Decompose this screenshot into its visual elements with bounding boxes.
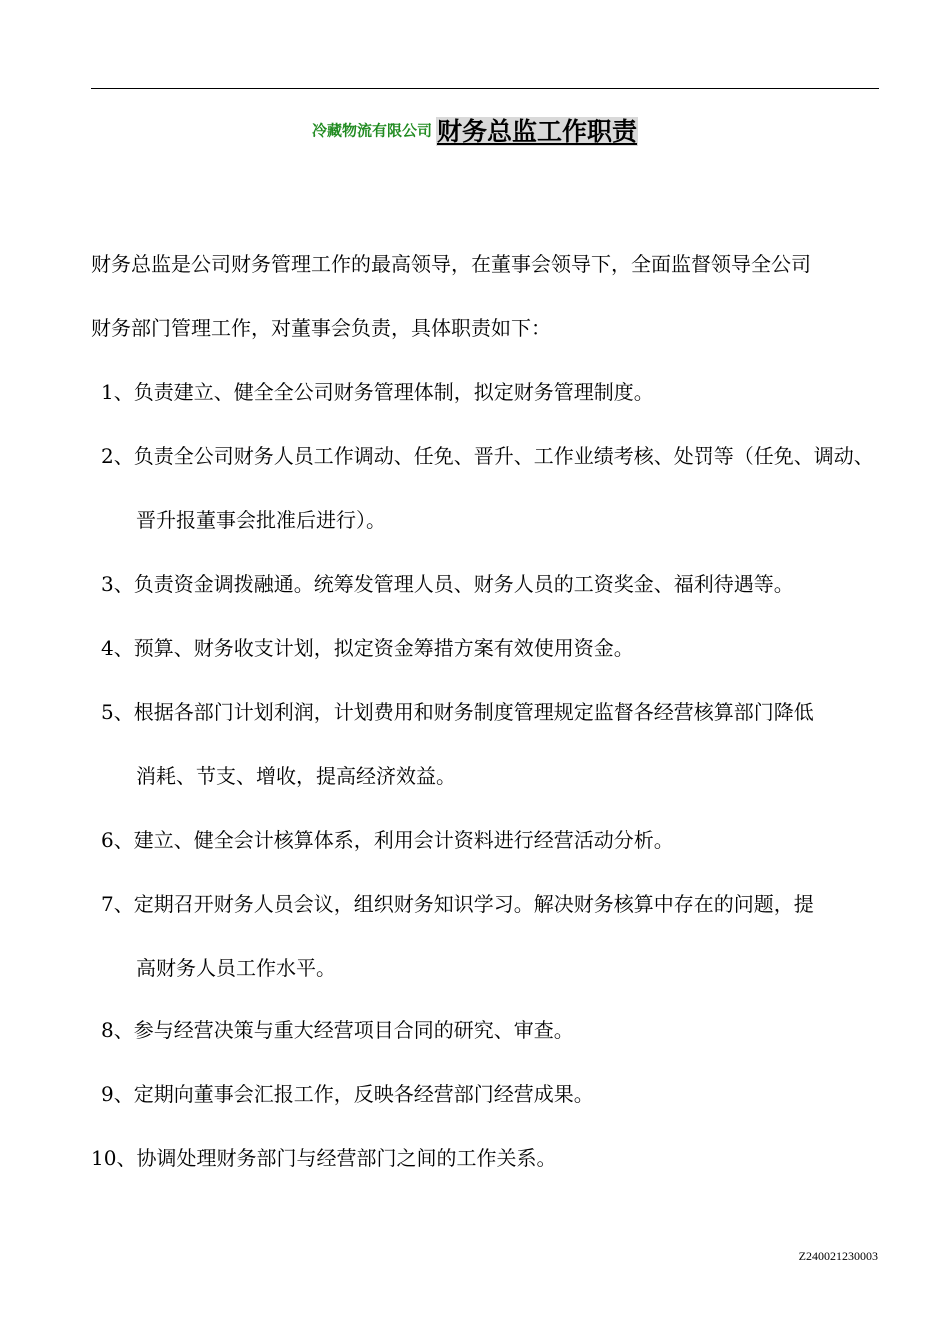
duty-item-2-continued: 晋升报董事会批准后进行）。 <box>136 508 386 532</box>
intro-line-2: 财务部门管理工作，对董事会负责，具体职责如下： <box>91 316 551 340</box>
intro-line-1: 财务总监是公司财务管理工作的最高领导，在董事会领导下，全面监督领导全公司 <box>91 252 811 276</box>
duty-item-9: 9、定期向董事会汇报工作，反映各经营部门经营成果。 <box>101 1082 594 1106</box>
company-name: 冷藏物流有限公司 <box>311 121 432 140</box>
document-title: 财务总监工作职责 <box>437 117 638 146</box>
duty-item-7: 7、定期召开财务人员会议，组织财务知识学习。解决财务核算中存在的问题，提 <box>101 892 814 916</box>
duty-item-4: 4、预算、财务收支计划，拟定资金筹措方案有效使用资金。 <box>101 636 634 660</box>
duty-item-6: 6、建立、健全会计核算体系，利用会计资料进行经营活动分析。 <box>101 828 674 852</box>
document-code: Z240021230003 <box>798 1249 878 1263</box>
duty-item-5: 5、根据各部门计划利润，计划费用和财务制度管理规定监督各经营核算部门降低 <box>101 700 814 724</box>
duty-item-8: 8、参与经营决策与重大经营项目合同的研究、审查。 <box>101 1018 574 1042</box>
duty-item-7-continued: 高财务人员工作水平。 <box>136 956 336 980</box>
duty-item-2: 2、负责全公司财务人员工作调动、任免、晋升、工作业绩考核、处罚等（任免、调动、 <box>101 444 874 468</box>
duty-item-1: 1、负责建立、健全全公司财务管理体制，拟定财务管理制度。 <box>101 380 654 404</box>
header-rule <box>91 88 879 89</box>
duty-item-10: 10、协调处理财务部门与经营部门之间的工作关系。 <box>91 1146 557 1170</box>
title-row <box>0 112 950 148</box>
duty-item-3: 3、负责资金调拨融通。统筹发管理人员、财务人员的工资奖金、福利待遇等。 <box>101 572 794 596</box>
duty-item-5-continued: 消耗、节支、增收，提高经济效益。 <box>136 764 456 788</box>
